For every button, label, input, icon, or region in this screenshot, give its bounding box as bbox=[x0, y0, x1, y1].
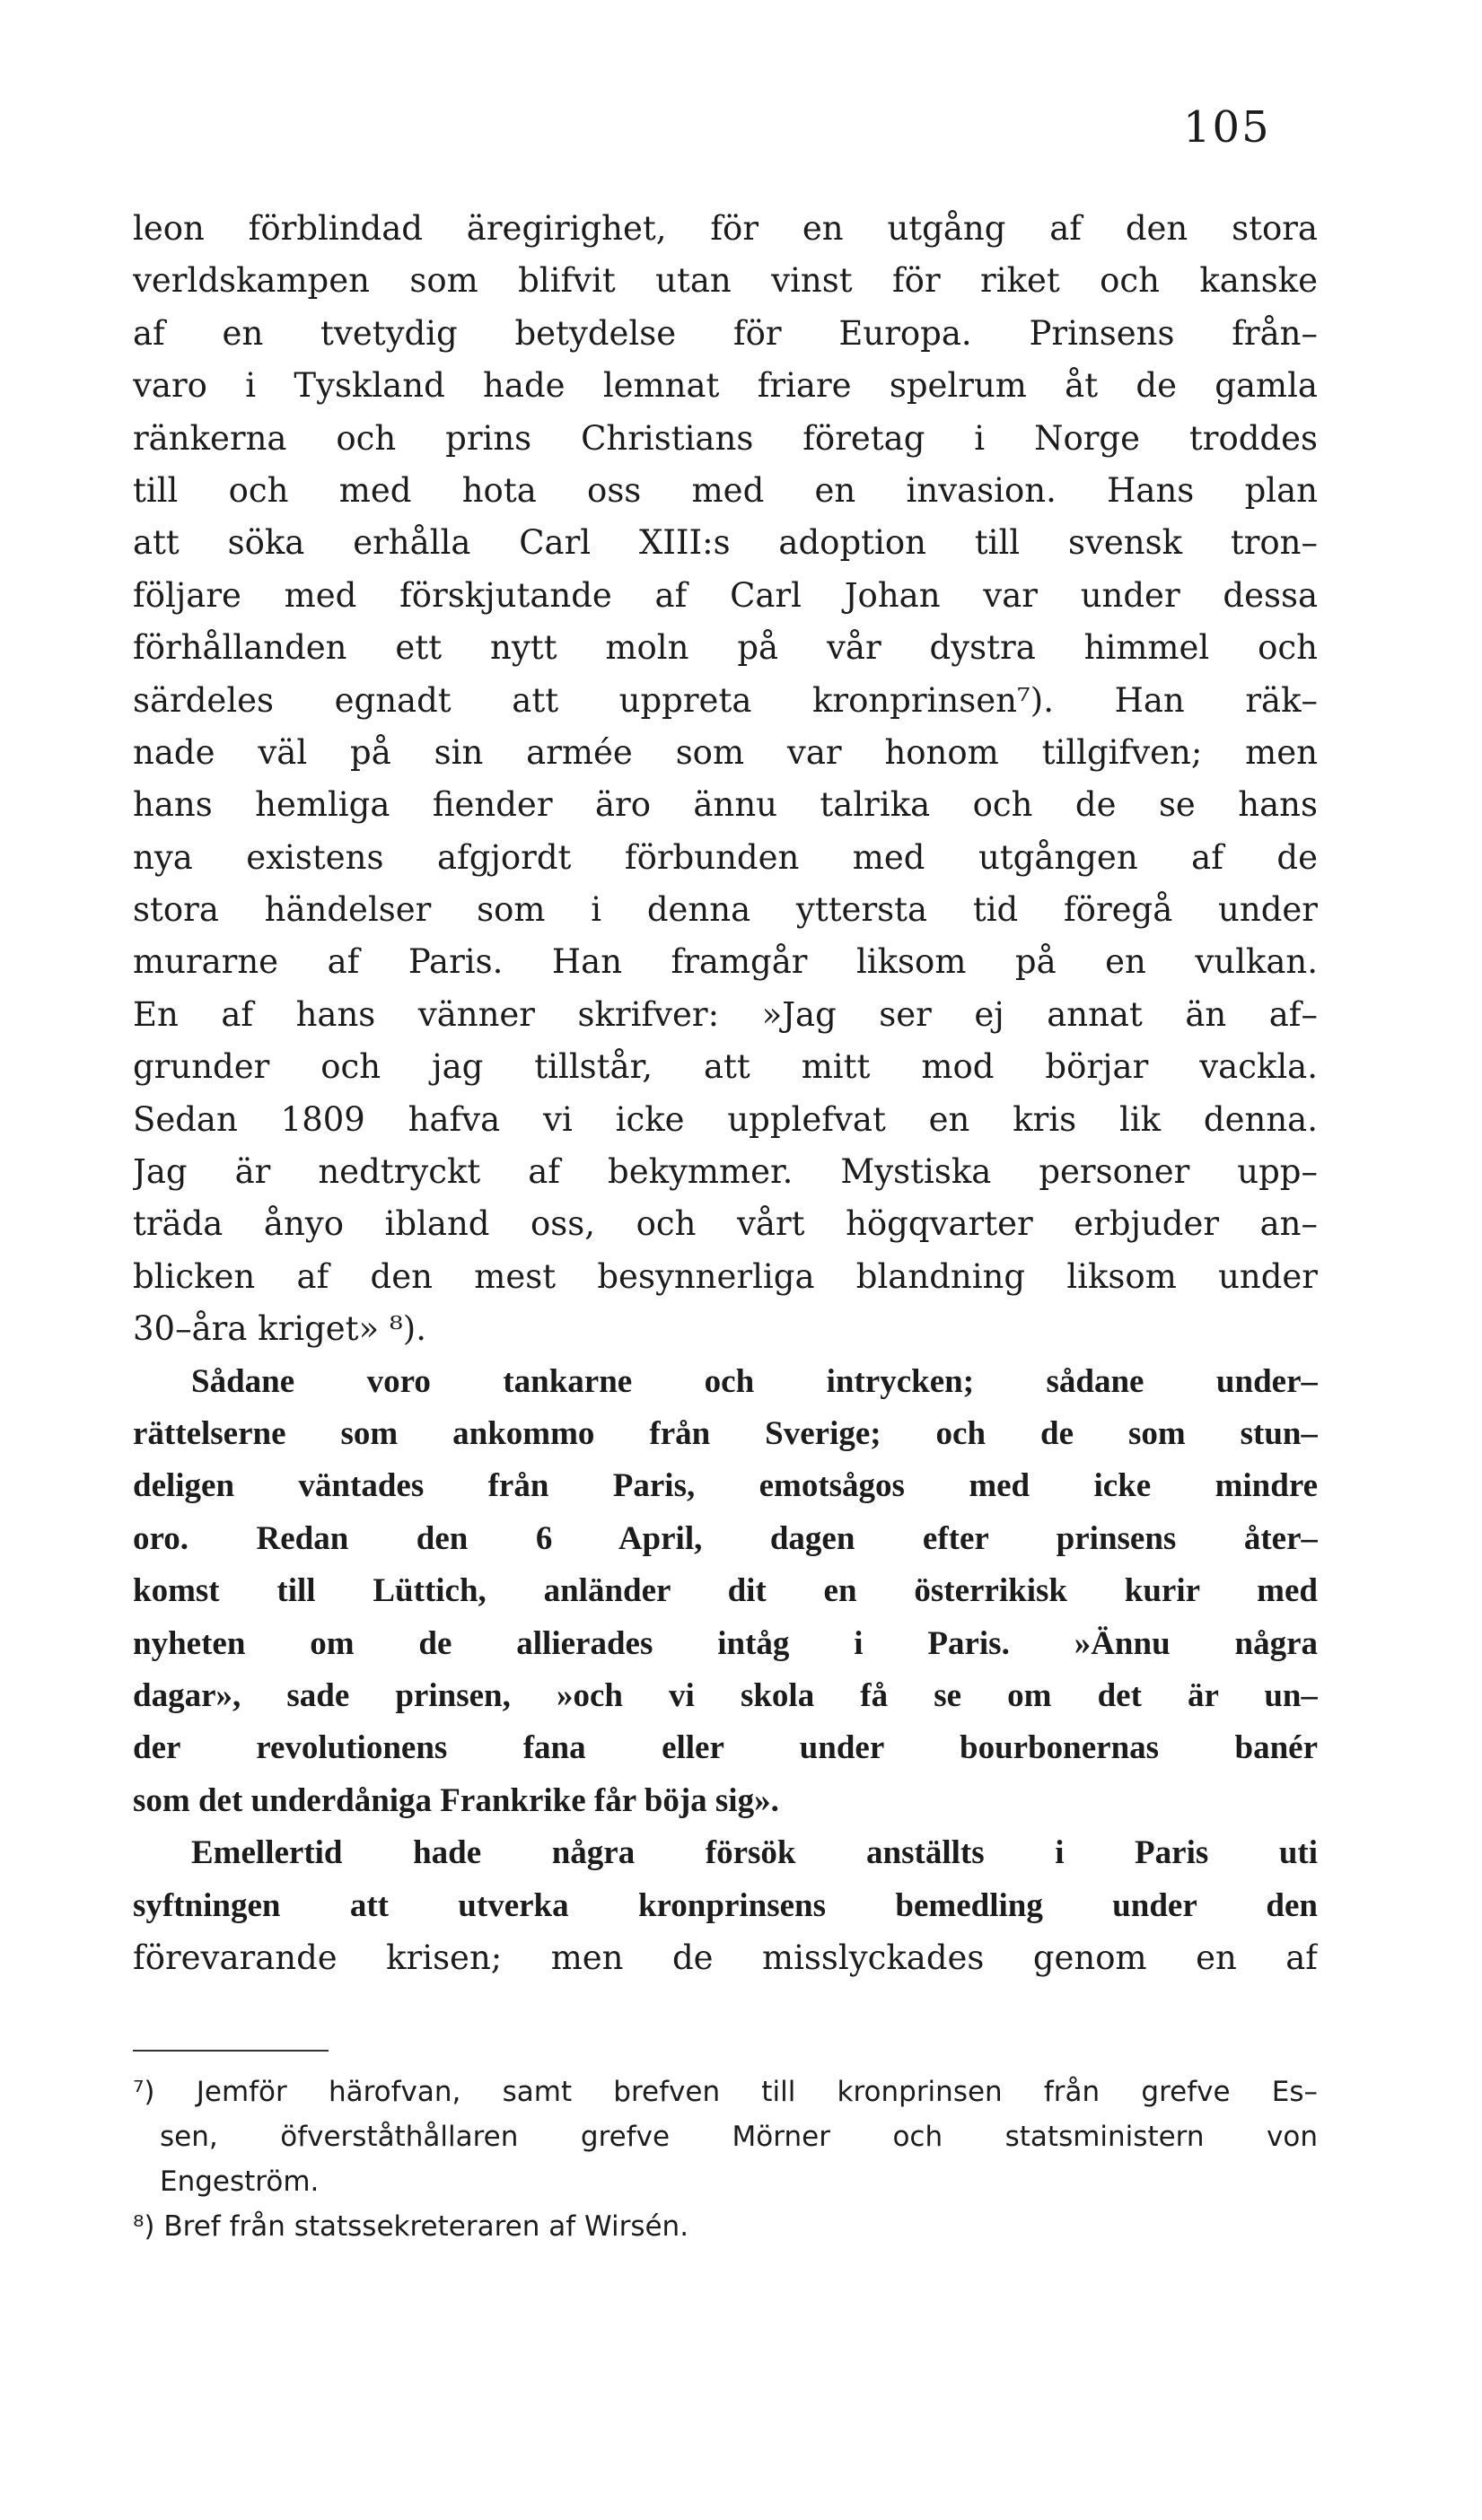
text-line: oro. Redan den 6 April, dagen efter prinsens åter– bbox=[133, 1519, 1318, 1557]
footnote-line: sen, öfverståthållaren grefve Mörner och statsministern von bbox=[160, 2121, 1318, 2153]
text-line: som det underdåniga Frankrike får böja sig». bbox=[133, 1781, 779, 1819]
text-line: förevarande krisen; men de misslyckades genom en af bbox=[133, 1938, 1318, 1977]
text-line: murarne af Paris. Han framgår liksom på en vulkan. bbox=[133, 942, 1318, 982]
text-line: verldskampen som blifvit utan vinst för riket och kanske bbox=[133, 261, 1318, 301]
text-line: leon förblindad äregirighet, för en utgång af den stora bbox=[133, 209, 1318, 248]
text-line: Sådane voro tankarne och intrycken; sådane under– bbox=[191, 1362, 1318, 1400]
text-line: dagar», sade prinsen, »och vi skola få se om det är un– bbox=[133, 1676, 1318, 1714]
page-number: 105 bbox=[1183, 102, 1271, 153]
text-line: att söka erhålla Carl XIII:s adoption till svensk tron– bbox=[133, 523, 1318, 563]
text-line: följare med förskjutande af Carl Johan var under dessa bbox=[133, 575, 1318, 615]
text-line: der revolutionens fana eller under bourbonernas banér bbox=[133, 1729, 1318, 1767]
footnote-line: ⁷) Jemför härofvan, samt brefven till kronprinsen från grefve Es– bbox=[133, 2076, 1318, 2108]
footnote-divider bbox=[133, 2050, 329, 2052]
text-line: nya existens afgjordt förbunden med utgången af de bbox=[133, 837, 1318, 877]
footnote-line: Engeström. bbox=[160, 2166, 320, 2198]
text-line: förhållanden ett nytt moln på vår dystra himmel och bbox=[133, 628, 1318, 668]
text-line: syftningen att utverka kronprinsens bemedling under den bbox=[133, 1886, 1318, 1924]
text-line: Sedan 1809 hafva vi icke upplefvat en kris lik denna. bbox=[133, 1099, 1318, 1139]
footnote-line: ⁸) Bref från statssekreteraren af Wirsén. bbox=[133, 2210, 689, 2243]
text-line: hans hemliga fiender äro ännu talrika och de se hans bbox=[133, 785, 1318, 825]
text-line: komst till Lüttich, anländer dit en österrikisk kurir med bbox=[133, 1572, 1318, 1610]
footnotes bbox=[133, 2069, 1318, 2249]
text-line: nade väl på sin armée som var honom tillgifven; men bbox=[133, 732, 1318, 772]
text-line: Emellertid hade några försök anställts i Paris uti bbox=[191, 1834, 1318, 1872]
text-line: blicken af den mest besynnerliga blandning liksom under bbox=[133, 1256, 1318, 1296]
text-line: En af hans vänner skrifver: »Jag ser ej annat än af– bbox=[133, 994, 1318, 1034]
text-line: träda ånyo ibland oss, och vårt högqvarter erbjuder an– bbox=[133, 1204, 1318, 1244]
text-line: varo i Tyskland hade lemnat friare spelrum åt de gamla bbox=[133, 366, 1318, 406]
text-line: stora händelser som i denna yttersta tid föregå under bbox=[133, 890, 1318, 930]
text-line: Jag är nedtryckt af bekymmer. Mystiska personer upp– bbox=[133, 1152, 1318, 1192]
text-line: af en tvetydig betydelse för Europa. Prinsens från– bbox=[133, 313, 1318, 353]
text-line: 30–åra kriget» ⁸). bbox=[133, 1309, 426, 1349]
text-line: deligen väntades från Paris, emotsågos med icke mindre bbox=[133, 1467, 1318, 1505]
text-line: ränkerna och prins Christians företag i Norge troddes bbox=[133, 418, 1318, 458]
text-line: rättelserne som ankommo från Sverige; och de som stun– bbox=[133, 1414, 1318, 1452]
text-line: nyheten om de allierades intåg i Paris. »Ännu några bbox=[133, 1624, 1318, 1662]
body-text bbox=[133, 203, 1318, 1984]
text-line: grunder och jag tillstår, att mitt mod börjar vackla. bbox=[133, 1047, 1318, 1087]
text-line: till och med hota oss med en invasion. Hans plan bbox=[133, 470, 1318, 510]
text-line: särdeles egnadt att uppreta kronprinsen⁷). Han räk– bbox=[133, 680, 1318, 720]
